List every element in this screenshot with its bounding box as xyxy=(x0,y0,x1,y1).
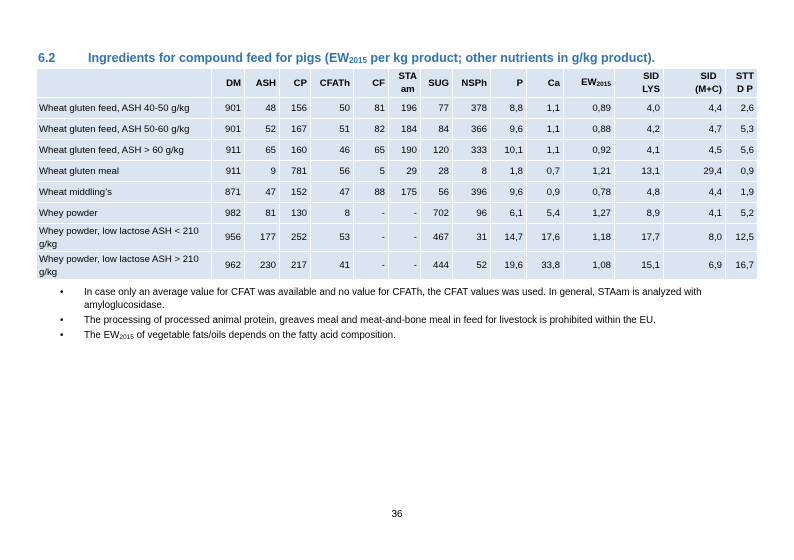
table-row xyxy=(37,161,758,182)
row-name: Wheat gluten feed, ASH > 60 g/kg xyxy=(37,140,212,161)
cell: 14,7 xyxy=(491,224,527,252)
cell: - xyxy=(389,252,421,280)
cell: 96 xyxy=(453,203,491,224)
cell: 184 xyxy=(389,119,421,140)
cell: - xyxy=(354,252,389,280)
cell: 1,18 xyxy=(564,224,615,252)
cell: 911 xyxy=(212,161,245,182)
cell: 4,0 xyxy=(615,98,664,119)
cell: 28 xyxy=(421,161,453,182)
table-row xyxy=(37,203,758,224)
header-nsph: NSPh xyxy=(453,69,491,98)
header-cfath: CFATh xyxy=(311,69,354,98)
bullet-icon: • xyxy=(60,287,64,298)
page-number: 36 xyxy=(391,509,403,520)
cell: 982 xyxy=(212,203,245,224)
header-sug: SUG xyxy=(421,69,453,98)
table-row xyxy=(37,252,758,280)
cell: 8,0 xyxy=(664,224,726,252)
cell: 8,8 xyxy=(491,98,527,119)
cell: 378 xyxy=(453,98,491,119)
cell: 0,92 xyxy=(564,140,615,161)
cell: 5,3 xyxy=(726,119,758,140)
cell: 50 xyxy=(311,98,354,119)
cell: 48 xyxy=(245,98,280,119)
cell: 29 xyxy=(389,161,421,182)
cell: 56 xyxy=(421,182,453,203)
cell: 4,5 xyxy=(664,140,726,161)
cell: 130 xyxy=(280,203,311,224)
footnote-text-part2: of vegetable fats/oils depends on the fatty acid composition. xyxy=(133,330,396,341)
row-name: Whey powder xyxy=(37,203,212,224)
bullet-icon: • xyxy=(60,315,64,326)
cell: 0,78 xyxy=(564,182,615,203)
cell: 956 xyxy=(212,224,245,252)
cell: 190 xyxy=(389,140,421,161)
cell: 81 xyxy=(245,203,280,224)
cell: - xyxy=(389,224,421,252)
cell: 217 xyxy=(280,252,311,280)
cell: 46 xyxy=(311,140,354,161)
cell: 1,1 xyxy=(527,140,564,161)
cell: 12,5 xyxy=(726,224,758,252)
cell: 333 xyxy=(453,140,491,161)
feed-table xyxy=(36,68,758,280)
cell: 1,21 xyxy=(564,161,615,182)
header-sttd-p: STT D P xyxy=(726,69,758,98)
cell: 88 xyxy=(354,182,389,203)
cell: 53 xyxy=(311,224,354,252)
cell: 911 xyxy=(212,140,245,161)
footnote-ew-fats xyxy=(60,329,765,344)
cell: 4,1 xyxy=(664,203,726,224)
table-row xyxy=(37,119,758,140)
cell: 1,27 xyxy=(564,203,615,224)
section-heading xyxy=(38,51,655,65)
section-title-part2: per kg product; other nutrients in g/kg product). xyxy=(366,51,656,65)
cell: 13,1 xyxy=(615,161,664,182)
cell: 0,9 xyxy=(726,161,758,182)
table-row xyxy=(37,140,758,161)
section-title-subscript: 2015 xyxy=(349,56,367,65)
cell: 0,7 xyxy=(527,161,564,182)
cell: - xyxy=(354,203,389,224)
cell: 8 xyxy=(453,161,491,182)
cell: 6,9 xyxy=(664,252,726,280)
cell: 396 xyxy=(453,182,491,203)
footnote-text: In case only an average value for CFAT was available and no value for CFATh, the CFAT values was used. In general, STAam is analyzed with amyloglucosidase. xyxy=(84,287,702,311)
cell: 5 xyxy=(354,161,389,182)
table-header-row xyxy=(37,69,758,98)
cell: 17,6 xyxy=(527,224,564,252)
row-name: Wheat gluten feed, ASH 50-60 g/kg xyxy=(37,119,212,140)
cell: 5,4 xyxy=(527,203,564,224)
header-cf: CF xyxy=(354,69,389,98)
cell: 0,89 xyxy=(564,98,615,119)
cell: 467 xyxy=(421,224,453,252)
cell: 52 xyxy=(453,252,491,280)
cell: 47 xyxy=(311,182,354,203)
cell: 4,7 xyxy=(664,119,726,140)
section-title-part1: Ingredients for compound feed for pigs (EW xyxy=(88,51,350,65)
header-staam: STA am xyxy=(389,69,421,98)
section-number: 6.2 xyxy=(38,51,56,65)
cell: 17,7 xyxy=(615,224,664,252)
cell: 4,2 xyxy=(615,119,664,140)
header-ew2015: $EW_{2015}$ xyxy=(564,69,615,98)
cell: 1,1 xyxy=(527,119,564,140)
cell: 16,7 xyxy=(726,252,758,280)
cell: 9 xyxy=(245,161,280,182)
cell: 81 xyxy=(354,98,389,119)
cell: 47 xyxy=(245,182,280,203)
cell: 871 xyxy=(212,182,245,203)
cell: 4,1 xyxy=(615,140,664,161)
cell: - xyxy=(389,203,421,224)
cell: 0,88 xyxy=(564,119,615,140)
cell: 5,2 xyxy=(726,203,758,224)
cell: 15,1 xyxy=(615,252,664,280)
header-cp: CP xyxy=(280,69,311,98)
cell: 41 xyxy=(311,252,354,280)
cell: 8 xyxy=(311,203,354,224)
cell: 781 xyxy=(280,161,311,182)
cell: - xyxy=(354,224,389,252)
header-sid-lys: SID LYS xyxy=(615,69,664,98)
cell: 177 xyxy=(245,224,280,252)
cell: 1,1 xyxy=(527,98,564,119)
cell: 444 xyxy=(421,252,453,280)
row-name: Wheat middling’s xyxy=(37,182,212,203)
cell: 156 xyxy=(280,98,311,119)
cell: 4,4 xyxy=(664,182,726,203)
cell: 33,8 xyxy=(527,252,564,280)
cell: 56 xyxy=(311,161,354,182)
cell: 152 xyxy=(280,182,311,203)
cell: 901 xyxy=(212,98,245,119)
footnotes-list xyxy=(60,286,765,346)
footnote-text: The processing of processed animal protein, greaves meal and meat-and-bone meal in feed for livestock is prohibited within the EU. xyxy=(84,315,656,326)
cell: 82 xyxy=(354,119,389,140)
cell: 31 xyxy=(453,224,491,252)
row-name: Whey powder, low lactose ASH > 210 g/kg xyxy=(37,252,212,280)
footnote-cfat xyxy=(60,286,765,312)
cell: 51 xyxy=(311,119,354,140)
table-row xyxy=(37,182,758,203)
cell: 196 xyxy=(389,98,421,119)
cell: 84 xyxy=(421,119,453,140)
cell: 6,1 xyxy=(491,203,527,224)
header-dm: DM xyxy=(212,69,245,98)
cell: 4,4 xyxy=(664,98,726,119)
header-ash: ASH xyxy=(245,69,280,98)
footnote-text-part1: The EW xyxy=(84,330,120,341)
header-name xyxy=(37,69,212,98)
cell: 962 xyxy=(212,252,245,280)
cell: 9,6 xyxy=(491,119,527,140)
table-row xyxy=(37,98,758,119)
cell: 230 xyxy=(245,252,280,280)
footnote-subscript: 2015 xyxy=(119,334,134,341)
cell: 29,4 xyxy=(664,161,726,182)
cell: 9,6 xyxy=(491,182,527,203)
cell: 167 xyxy=(280,119,311,140)
row-name: Wheat gluten feed, ASH 40-50 g/kg xyxy=(37,98,212,119)
cell: 77 xyxy=(421,98,453,119)
cell: 65 xyxy=(354,140,389,161)
cell: 2,6 xyxy=(726,98,758,119)
cell: 702 xyxy=(421,203,453,224)
cell: 175 xyxy=(389,182,421,203)
header-sid-mc: SID (M+C) xyxy=(664,69,726,98)
cell: 8,9 xyxy=(615,203,664,224)
cell: 901 xyxy=(212,119,245,140)
footnote-animal-protein xyxy=(60,314,765,327)
cell: 5,6 xyxy=(726,140,758,161)
cell: 366 xyxy=(453,119,491,140)
cell: 65 xyxy=(245,140,280,161)
cell: 52 xyxy=(245,119,280,140)
cell: 4,8 xyxy=(615,182,664,203)
cell: 1,08 xyxy=(564,252,615,280)
cell: 252 xyxy=(280,224,311,252)
row-name: Wheat gluten meal xyxy=(37,161,212,182)
header-p: P xyxy=(491,69,527,98)
cell: 160 xyxy=(280,140,311,161)
cell: 1,8 xyxy=(491,161,527,182)
bullet-icon: • xyxy=(60,330,64,341)
cell: 1,9 xyxy=(726,182,758,203)
cell: 0,9 xyxy=(527,182,564,203)
header-ca: Ca xyxy=(527,69,564,98)
cell: 10,1 xyxy=(491,140,527,161)
table-row xyxy=(37,224,758,252)
row-name: Whey powder, low lactose ASH < 210 g/kg xyxy=(37,224,212,252)
cell: 19,6 xyxy=(491,252,527,280)
cell: 120 xyxy=(421,140,453,161)
